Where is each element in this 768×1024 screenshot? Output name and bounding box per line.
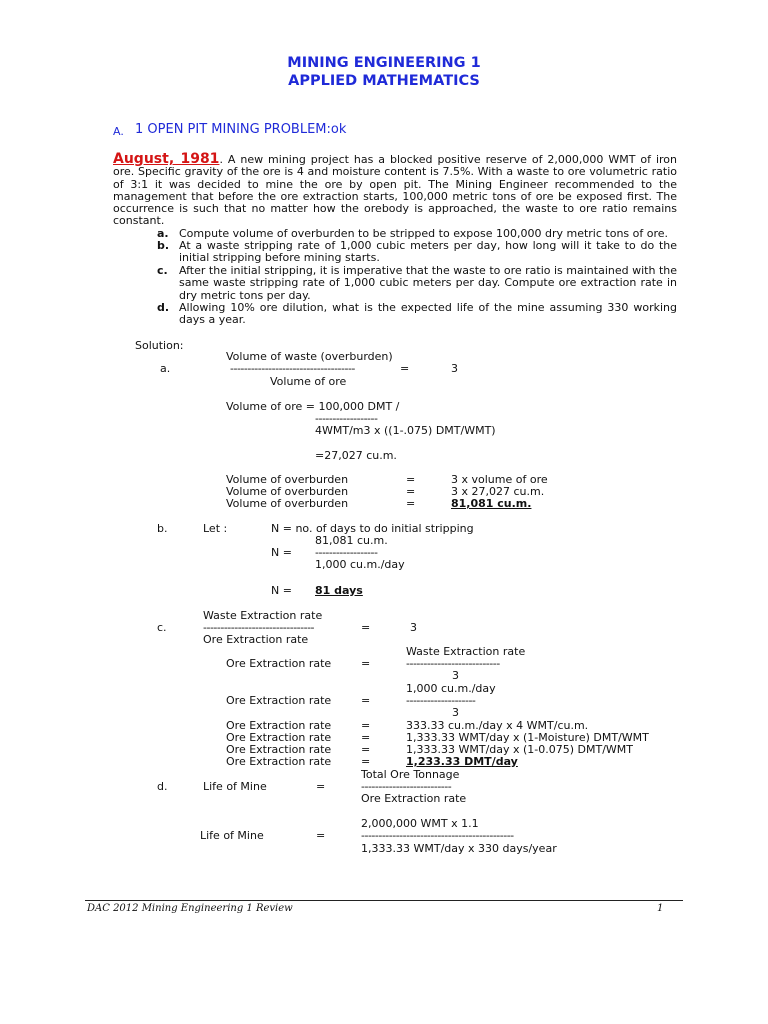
a-row-value: 3 x 27,027 cu.m.	[451, 485, 545, 498]
problem-text: . A new mining project has a blocked positive reserve of 2,000,000 WMT of iron ore. Specific gravity of the ore is 4 and moisture content is 7.5%. With a waste to ore volumetric ratio of 3:1 it was decided to mine the ore by open pit. The Mining Engineer recommended to the management that before the ore extraction starts, 100,000 metric tons of ore be exposed first. The occurrence is such that no matter how the orebody is approached, the waste to ore ratio remains constant.	[113, 153, 677, 228]
c-row-equals: =	[361, 719, 371, 732]
d-r2-denominator: 1,333.33 WMT/day x 330 days/year	[361, 842, 557, 855]
c-r2-label: Ore Extraction rate	[226, 694, 332, 707]
a-fraction-bar: ------------------------------------	[230, 362, 355, 375]
d-letter: d.	[157, 780, 168, 793]
a-row-value: 3 x volume of ore	[451, 473, 548, 486]
d-r2-numerator: 2,000,000 WMT x 1.1	[361, 817, 479, 830]
problem-date: August, 1981	[113, 151, 220, 167]
item-letter: b.	[157, 239, 170, 252]
b-numerator: 81,081 cu.m.	[315, 534, 388, 547]
page-title-line-1: MINING ENGINEERING 1	[287, 55, 481, 71]
c-ratio: 3	[410, 621, 417, 634]
b-denominator: 1,000 cu.m./day	[315, 558, 405, 571]
c-r1-numerator: Waste Extraction rate	[406, 645, 526, 658]
problem-item-d	[157, 302, 677, 327]
footer-text: DAC 2012 Mining Engineering 1 Review	[87, 903, 293, 914]
d-numerator: Total Ore Tonnage	[361, 768, 460, 781]
problem-item-b	[157, 240, 677, 265]
c-row-label: Ore Extraction rate	[226, 731, 332, 744]
page-number: 1	[657, 903, 664, 914]
a-equals: =	[400, 362, 410, 375]
c-r2-equals: =	[361, 694, 371, 707]
item-letter: d.	[157, 301, 170, 314]
c-row-label: Ore Extraction rate	[226, 743, 332, 756]
item-text: Allowing 10% ore dilution, what is the expected life of the mine assuming 330 working days a year.	[179, 301, 677, 327]
c-r2-denominator: 3	[452, 706, 459, 719]
d-label: Life of Mine	[203, 780, 267, 793]
item-text: Compute volume of overburden to be stripped to expose 100,000 dry metric tons of ore.	[179, 227, 669, 240]
c-r1-bar: ---------------------------	[406, 657, 500, 670]
c-answer: 1,233.33 DMT/day	[406, 755, 518, 768]
c-r1-denominator: 3	[452, 669, 459, 682]
item-text: After the initial stripping, it is imperative that the waste to ore ratio is maintained with the same waste stripping rate of 1,000 cubic meters per day. Compute ore extraction rate in dry metric tons per day.	[179, 264, 677, 302]
item-letter: a.	[157, 227, 169, 240]
a-letter: a.	[160, 362, 171, 375]
problem-item-c	[157, 265, 677, 302]
ore-volume-denominator: 4WMT/m3 x ((1-.075) DMT/WMT)	[315, 424, 496, 437]
ore-volume-line: Volume of ore = 100,000 DMT /	[226, 400, 400, 413]
b-result-label: N =	[271, 584, 292, 597]
d-denominator: Ore Extraction rate	[361, 792, 467, 805]
b-definition: N = no. of days to do initial stripping	[271, 522, 474, 535]
c-r1-label: Ore Extraction rate	[226, 657, 332, 670]
d-fraction-bar: --------------------------	[361, 780, 452, 793]
d-r2-equals: =	[316, 829, 326, 842]
b-letter: b.	[157, 522, 168, 535]
a-row-equals: =	[406, 485, 416, 498]
d-r2-bar: --------------------------------------------	[361, 829, 514, 842]
solution-label: Solution:	[135, 339, 184, 352]
section-heading: 1 OPEN PIT MINING PROBLEM:ok	[135, 122, 347, 137]
footer-rule	[85, 900, 683, 901]
c-denominator: Ore Extraction rate	[203, 633, 309, 646]
b-let: Let :	[203, 522, 228, 535]
c-r2-numerator: 1,000 cu.m./day	[406, 682, 496, 695]
a-answer: 81,081 cu.m.	[451, 497, 532, 510]
d-equals: =	[316, 780, 326, 793]
section-letter: A.	[113, 125, 124, 138]
a-row-label: Volume of overburden	[226, 485, 349, 498]
c-r2-bar: --------------------	[406, 694, 476, 707]
c-row-value: 333.33 cu.m./day x 4 WMT/cu.m.	[406, 719, 589, 732]
item-letter: c.	[157, 264, 168, 277]
a-ratio: 3	[451, 362, 458, 375]
ore-volume-bar: ------------------	[315, 412, 378, 425]
a-row-equals: =	[406, 497, 416, 510]
c-row-label: Ore Extraction rate	[226, 719, 332, 732]
page-title-line-2: APPLIED MATHEMATICS	[288, 73, 480, 89]
c-row-value: 1,333.33 WMT/day x (1-0.075) DMT/WMT	[406, 743, 634, 756]
b-fraction-bar: ------------------	[315, 546, 378, 559]
problem-paragraph	[113, 153, 677, 228]
c-row-value: 1,333.33 WMT/day x (1-Moisture) DMT/WMT	[406, 731, 649, 744]
b-answer: 81 days	[315, 584, 363, 597]
c-row-equals: =	[361, 731, 371, 744]
c-equals: =	[361, 621, 371, 634]
c-numerator: Waste Extraction rate	[203, 609, 323, 622]
b-n-label: N =	[271, 546, 292, 559]
c-r1-equals: =	[361, 657, 371, 670]
a-denominator: Volume of ore	[270, 375, 347, 388]
c-fraction-bar: --------------------------------	[203, 621, 315, 634]
c-row-label: Ore Extraction rate	[226, 755, 332, 768]
a-row-label: Volume of overburden	[226, 473, 349, 486]
c-letter: c.	[157, 621, 167, 634]
item-text: At a waste stripping rate of 1,000 cubic meters per day, how long will it take to do the initial stripping before mining starts.	[179, 239, 677, 265]
a-numerator: Volume of waste (overburden)	[226, 350, 393, 363]
c-row-equals: =	[361, 743, 371, 756]
a-row-equals: =	[406, 473, 416, 486]
a-row-label: Volume of overburden	[226, 497, 349, 510]
ore-volume-result: =27,027 cu.m.	[315, 449, 397, 462]
c-row-equals: =	[361, 755, 371, 768]
d-r2-label: Life of Mine	[200, 829, 264, 842]
